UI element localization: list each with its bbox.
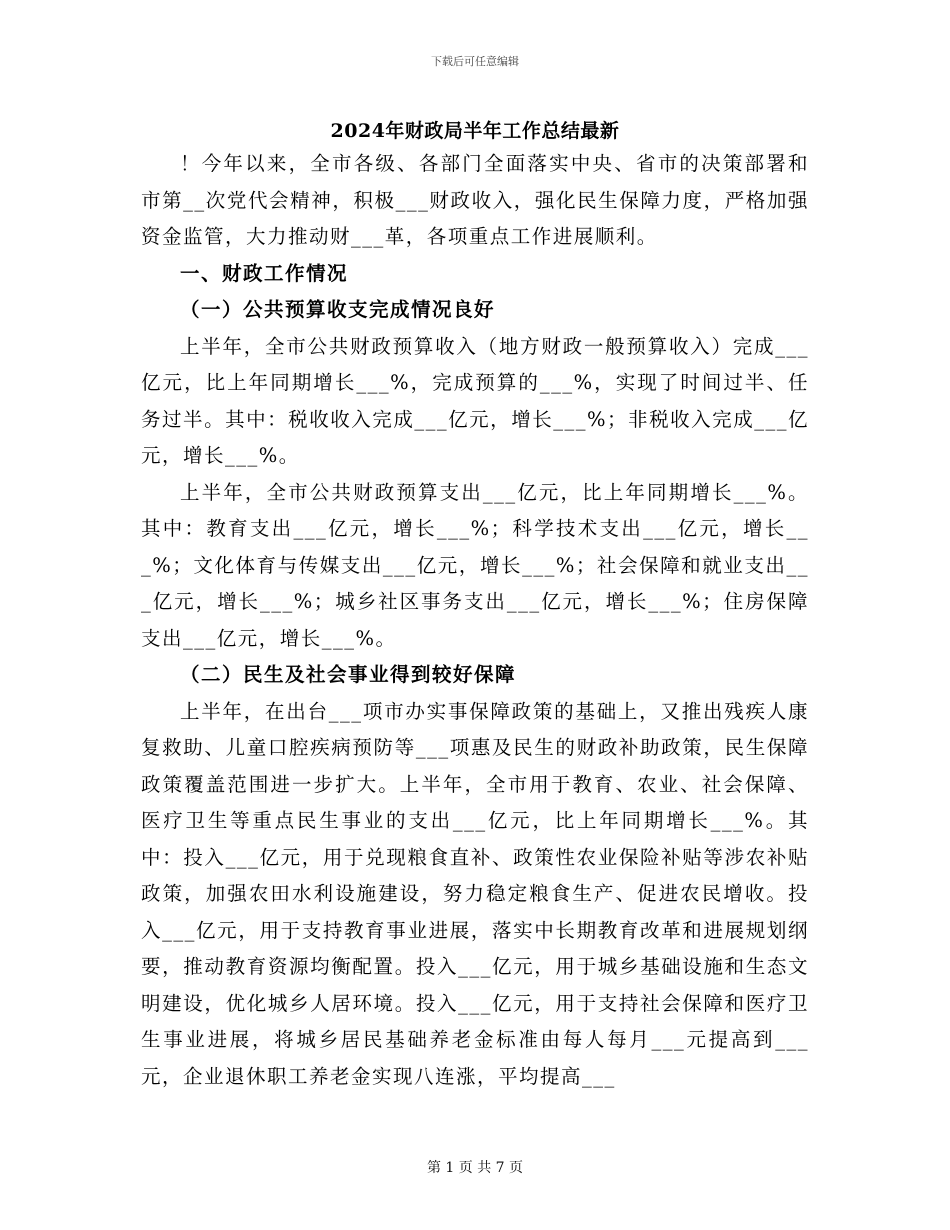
budget-expenditure-paragraph: 上半年，全市公共财政预算支出___亿元，比上年同期增长___%。其中：教育支出___亿元，增长___%；科学技术支出___亿元，增长___%；文化体育与传媒支出___亿元，增长___%；社会保障和就业支出___亿元，增长___%；城乡社区事务支出___亿元，增长___%；住房保障支出___亿元，增长___%。 <box>141 480 809 650</box>
intro-paragraph: ！今年以来，全市各级、各部门全面落实中央、省市的决策部署和市第__次党代会精神，积极___财政收入，强化民生保障力度，严格加强资金监管，大力推动财___革，各项重点工作进展顺利。 <box>141 152 809 248</box>
document-body <box>141 146 809 1095</box>
header-note: 下载后可任意编辑 <box>431 55 519 68</box>
subsection-heading-livelihood: （二）民生及社会事业得到较好保障 <box>180 663 517 686</box>
subsection-heading-public-budget: （一）公共预算收支完成情况良好 <box>180 298 496 321</box>
livelihood-paragraph: 上半年，在出台___项市办实事保障政策的基础上，又推出残疾人康复救助、儿童口腔疾病预防等___项惠及民生的财政补助政策，民生保障政策覆盖范围进一步扩大。上半年，全市用于教育、农业、社会保障、医疗卫生等重点民生事业的支出___亿元，比上年同期增长___%。其中：投入___亿元，用于兑现粮食直补、政策性农业保险补贴等涉农补贴政策，加强农田水利设施建设，努力稳定粮食生产、促进农民增收。投入___亿元，用于支持教育事业进展，落实中长期教育改革和进展规划纲要，推动教育资源均衡配置。投入___亿元，用于城乡基础设施和生态文明建设，优化城乡人居环境。投入___亿元，用于支持社会保障和医疗卫生事业进展，将城乡居民基础养老金标准由每人每月___元提高到___元，企业退休职工养老金实现八连涨，平均提高___ <box>141 699 809 1088</box>
document-title: 2024年财政局半年工作总结最新 <box>330 120 620 142</box>
section-heading-financial-work: 一、财政工作情况 <box>180 261 349 285</box>
budget-revenue-paragraph: 上半年，全市公共财政预算收入（地方财政一般预算收入）完成___亿元，比上年同期增长___%，完成预算的___%，实现了时间过半、任务过半。其中：税收收入完成___亿元，增长___%；非税收入完成___亿元，增长___%。 <box>141 334 809 467</box>
page-footer: 第 1 页 共 7 页 <box>426 1160 524 1176</box>
